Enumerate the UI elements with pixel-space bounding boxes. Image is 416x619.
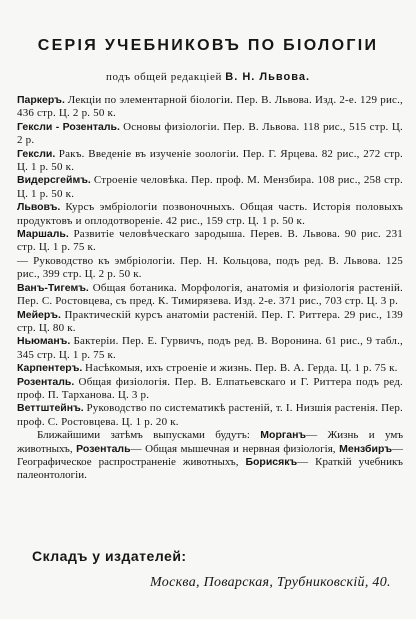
book-description: Лекціи по элементарной біологіи. Пер. В. Львова. Изд. 2-е. 129 рис., 436 стр. Ц. 2 р. 50 к. bbox=[17, 94, 404, 120]
upcoming-author: Мензбиръ bbox=[339, 442, 393, 455]
book-entry bbox=[17, 148, 403, 175]
upcoming-intro: Ближайшими затѣмъ выпусками будутъ: bbox=[37, 429, 250, 442]
upcoming-author: Морганъ bbox=[260, 429, 307, 442]
book-entry bbox=[17, 402, 403, 429]
book-description: Общая ботаника. Морфологія, анатомія и физіологія растеній. Пер. С. Ростовцева, съ пред. К. Тимирязева. Изд. 2-е. 371 рис., 703 стр. Ц. 3 р. bbox=[17, 281, 404, 308]
upcoming-title: — Географическое распространеніе животныхъ, bbox=[17, 442, 404, 468]
book-description: Бактеріи. Пер. Е. Гурвичъ, подъ ред. В. Воронина. 61 рис., 9 табл., 345 стр. Ц. 1 р. 75 к. bbox=[17, 335, 403, 361]
book-author: Паркеръ. bbox=[17, 94, 65, 106]
book-author: Маршаль. bbox=[17, 228, 69, 241]
upcoming-author: Розенталь bbox=[76, 442, 131, 455]
book-description: Развитіе человѣческаго зародыша. Перев. В. Львова. 90 рис. 231 стр. Ц. 1 р. 75 к. bbox=[17, 228, 403, 254]
upcoming-releases bbox=[17, 429, 403, 483]
book-description: Руководство по систематикѣ растеній, т. I. Низшія растенія. Пер. проф. С. Ростовцева. Ц. 1 р. 20 к. bbox=[17, 402, 404, 428]
book-entry bbox=[17, 282, 403, 309]
book-entry bbox=[17, 228, 403, 255]
book-entry bbox=[17, 362, 403, 375]
book-author: Ванъ-Тигемъ. bbox=[17, 281, 89, 294]
book-entry bbox=[17, 335, 403, 362]
book-description: Ракъ. Введеніе въ изученіе зоологіи. Пер. Г. Ярцева. 82 рис., 272 стр. Ц. 1 р. 50 к. bbox=[17, 147, 403, 174]
book-entry bbox=[17, 94, 403, 121]
book-author: Мейеръ. bbox=[17, 308, 61, 321]
book-description: Курсъ эмбріологіи позвоночныхъ. Общая часть. Исторія половыхъ продуктовъ и оплодотвореніе. 42 рис., 159 стр. Ц. 1 р. 50 к. bbox=[17, 201, 403, 227]
book-description: Практическій курсъ анатоміи растеній. Пер. Г. Риттера. 29 рис., 139 стр. Ц. 80 к. bbox=[17, 308, 404, 334]
store-address: Москва, Поварская, Трубниковскій, 40. bbox=[150, 575, 391, 590]
book-description: Насѣкомыя, ихъ строеніе и жизнь. Пер. В. А. Герда. Ц. 1 р. 75 к. bbox=[85, 362, 398, 375]
book-author: Львовъ. bbox=[17, 201, 61, 214]
upcoming-title: — Краткій учебникъ палеонтологіи. bbox=[17, 455, 403, 482]
upcoming-title: — Общая мышечная и нервная физіологія, bbox=[130, 442, 336, 455]
book-entry bbox=[17, 255, 403, 282]
book-entry bbox=[17, 376, 403, 403]
store-heading: Складъ у издателей: bbox=[32, 548, 187, 564]
book-author: Ньюманъ. bbox=[17, 335, 71, 348]
book-entry bbox=[17, 121, 403, 148]
book-entry bbox=[17, 309, 403, 336]
book-description: Общая физіологія. Пер. В. Елпатьевскаго и Г. Риттера подъ ред. проф. П. Тарханова. Ц. 3 р. bbox=[17, 375, 403, 401]
page-title: СЕРІЯ УЧЕБНИКОВЪ ПО БІОЛОГІИ bbox=[37, 37, 379, 54]
book-description: Основы физіологіи. Пер. В. Львова. 118 рис., 515 стр. Ц. 2 р. bbox=[17, 120, 404, 147]
book-list bbox=[17, 94, 403, 483]
book-author: Гексли. bbox=[17, 147, 56, 160]
book-author: Видерсгеймъ. bbox=[17, 174, 91, 187]
book-description: Строеніе человѣка. Пер. проф. М. Мензбира. 108 рис., 258 стр. Ц. 1 р. 50 к. bbox=[17, 174, 404, 200]
book-description: — Руководство къ эмбріологіи. Пер. Н. Кольцова, подъ ред. В. Львова. 125 рис., 399 стр. Ц. 2 р. 50 к. bbox=[17, 254, 403, 281]
editor-line bbox=[0, 71, 416, 83]
book-entry bbox=[17, 201, 403, 228]
upcoming-title: — Жизнь и умъ животныхъ, bbox=[17, 429, 404, 455]
editor-prefix: подъ общей редакціей bbox=[105, 71, 222, 83]
editor-name: В. Н. Львова. bbox=[225, 71, 311, 83]
book-entry bbox=[17, 174, 403, 201]
book-author: Веттштейнъ. bbox=[17, 402, 84, 415]
book-author: Карпентеръ. bbox=[17, 362, 83, 375]
book-author: Розенталь. bbox=[17, 375, 75, 388]
upcoming-author: Борисякъ bbox=[245, 455, 298, 468]
book-author: Гексли - Розенталь. bbox=[17, 120, 120, 133]
